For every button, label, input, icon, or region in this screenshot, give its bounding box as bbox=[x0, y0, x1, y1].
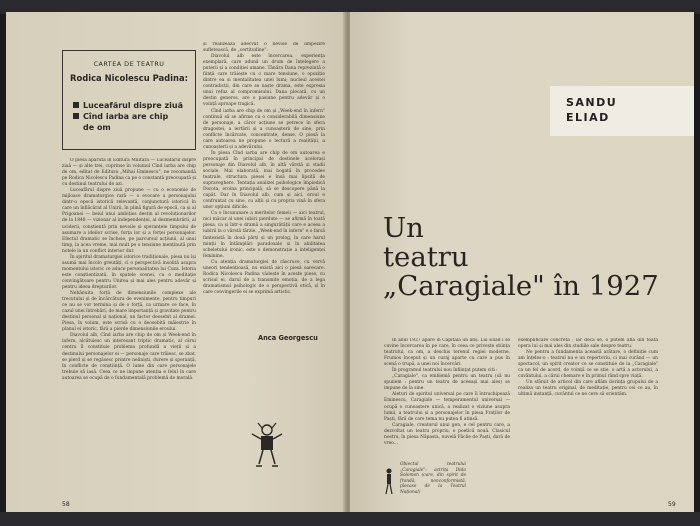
paragraph: exemplificare concretă ; iar decă se, o putem afla din toată opera lui și mai ales din studiile sale despre teatru. bbox=[518, 338, 658, 350]
article-title bbox=[383, 214, 683, 301]
photo-caption: Obiectul teatrului „Caragiale": actrița Dida Solomon (care, din spirit de frondă, nonconformistă, plecase de la Teatrul Național) bbox=[400, 462, 466, 495]
paragraph: Cu atenția dramaturgiei de răscruce, cu vervă uneori tendențioasă, nu există aici o piesă oarecare. Rodica Nicolescu Padina vădește în aceste piese, cu scrisul ei, darul de a transmite emoția, de a lega dramatismul psihologic de o perspectivă etică, și în care convingerile ei se exprimă artistic. bbox=[203, 259, 325, 295]
title-line-3: „Caragiale" în 1927 bbox=[383, 270, 659, 302]
page-number-right: 59 bbox=[668, 501, 676, 508]
reviewed-title-2: Cînd iarba are chip bbox=[73, 111, 193, 122]
paragraph: și realizează adecvat o nevoie de limpezire sufletească, de „certitudine". bbox=[203, 42, 325, 54]
square-bullet-icon bbox=[73, 113, 79, 119]
paragraph: Diavolul alb este încercarea, experiența exemplară, care adună un drum de înțelegere a puterii și a condiției umane. Tânăra Dana reprezintă o ființă care trăiește cu o mare tensiune, o opoziție dintre ea și mentalitatea unei lumi; nucleul acestei contradicții, din care se naște drama, este expresia unui refuz al compromisului. Dana plecată, cu un destin generos, are o pasiune pentru adevăr și o voință aproape tragică. bbox=[203, 54, 325, 108]
page-number-left: 58 bbox=[62, 501, 70, 508]
title-line-2: teatru bbox=[383, 241, 469, 273]
author-last-name: ELIAD bbox=[566, 111, 610, 124]
book-binding-bottom bbox=[0, 512, 700, 526]
small-figure-illustration bbox=[384, 467, 394, 495]
paragraph: Nebănuita forță de dimensiunile complexe ale trecutului și de încărcătura de evenimente, pentru timpuri ce nu se vor termina și de o forță, ca urmare ce face, în cazul unei întrebări, de mare importanță și gravitate pentru destinul personal și național, un factor deosebit al dramei. Piesa, în volum, este scrisă cu o deosebită măiestrie în planul ei istoric, fără a pierde dimensiunile eroului. bbox=[62, 291, 196, 333]
square-bullet-icon bbox=[73, 102, 79, 108]
author-first-name: SANDU bbox=[566, 96, 618, 109]
left-column-2 bbox=[203, 42, 325, 328]
article-author-band bbox=[550, 86, 694, 136]
right-column-2 bbox=[518, 338, 658, 486]
paragraph: În piesa Cînd iarba are chip de om autoarea e preocupată în principal de destinele acelorași personaje din Diavolul alb, în altă vârstă și stadii sociale. Mai elaborată, mai bogată în procedee teatrale, structura piesei e însă mai lipsită de supraveghere. Tentația analizei psihologice împiedică Dorota, eroina principală, să se descopere până la capăt. Dar în Diavolul alb, cum și aici, eroul e confruntat cu sine, cu alții și cu propria vină în sfera unor opțiuni dificile. bbox=[203, 150, 325, 211]
section-kicker: CARTEA DE TEATRU bbox=[93, 60, 165, 68]
paragraph: În programul teatrului nou înființat putem citi : bbox=[392, 368, 498, 374]
paragraph: „Caragiale", ca emblemă pentru un teatru (să nu spunem : pentru un teatru de aceeași mai ales) se impune de la sine. bbox=[384, 374, 510, 392]
paragraph: Caragiale, creatorul unui gen, e cel pentru care, a dezvoltat un teatru propriu, o poetică nouă. Clasicul nostru, în piesa Năpasta, nuvelă Făclie de Paști, dară de vreo... bbox=[384, 422, 510, 446]
paragraph: Cînd iarba are chip de om și „Week-end în infern" continuă să se afirme cu o considerabilă dimensiune de personaje, a căror acțiune se petrece în sfera dragostei, a iertării și a cunoașterii de sine, prin conflicte încărcate, concentrate, dense. O piesă la care autoarea ne propune o lectură a realității, a cunoașterii și a adevărului. bbox=[203, 108, 325, 150]
reviewed-title-1: Luceafărul dispre ziuă bbox=[73, 100, 193, 111]
title-line-1: Un bbox=[383, 212, 424, 244]
right-page bbox=[350, 12, 694, 512]
review-signature: Anca Georgescu bbox=[258, 334, 318, 342]
paragraph: Aleturi de spiritul universal pe care îl întruchipează Eminescu, Caragiale — temperamentul universal — ocupă o cunoaștere unică, a realizat o viziune asupra lumii, a teatrului și a personajelor în piesa Fraților de Paști, fără de care tema nu putea fi atinsă. bbox=[384, 392, 510, 422]
paragraph: În spiritul dramaturgiei istorice tradiționale, piesa nu își asumă mai încolo greutăți, ci o perspectivă insolită asupra momentului istoric ce aduce personalitatea lui Cuza. Istoria este conștientizată, în spatele scenei, cu o meditație convingătoare pentru Unirea și mai ales pentru adevăr și pentru ideea drepturilor. bbox=[62, 254, 196, 290]
reviewed-titles bbox=[73, 100, 193, 133]
left-column-1 bbox=[62, 158, 196, 493]
reviewed-author: Rodica Nicolescu Padina: bbox=[70, 73, 188, 83]
jester-illustration bbox=[250, 422, 284, 468]
paragraph: În anul 1927 apare în Capitală un afiș. Lui Eliad i se cuvine încercarea în pe care, în ceea ce privește știința teatrului, ca om, a deschis terenul regiei moderne. Frumos început și un curaj aparte cu care a pus în scenă o trupă, a unei noi încercări. bbox=[384, 338, 510, 368]
paragraph: O piesă apărută în Editura Militară — Luceafărul dispre ziuă — și alte trei, cuprinse în volumul Cînd iarba are chip de om, editat de Editura „Mihai Eminescu", ne recomandă pe Rodica Nicolescu Padina ca pe o constantă preocupată și cu destinul teatrului de azi. bbox=[62, 158, 196, 188]
paragraph: Un sfârșit de articol din care aflăm dorința grupului de a realiza un teatru original, de meditație, pentru cei ce au, în ultimă instanță, cuvântul ce ne cere să orientăm. bbox=[518, 380, 658, 398]
paragraph: Ca o încununare a meritelor femeii — aici teatrul, nici măcar al unei iubiri pierdute — se afirmă în toată piesa, ca și într-o dramă a singurătății care e aceea a iubirii la o vârstă târzie. „Week-end în infern" e o farsă fantezistă în două părți și un prolog, în care harul minții în întâmplări paradoxale și în abilitatea scheletului ironic, este o demonstrație a inteligenței feminine. bbox=[203, 211, 325, 259]
book-review-header-box bbox=[62, 50, 196, 150]
paragraph: Ne pentru a fundamenta această arătare, o definiție cum am înțeles-o : teatrul nu e un repertoriu, ci mai curând — un spectacol, un spirit creator ce se constituie de la „Caragiale" ca un fel de acord, de voință ce se știe, o artă a actorului, a cuvântului, a cărui chemare e în primul rând spre viață. bbox=[518, 350, 658, 380]
paragraph: Luceafărul dispre ziuă propune — cu o economie de mijloace dramaturgice rară — o evocare a personajului dintr-o epocă istorică relevantă, conjunctură istorică în care un înflăcărat al Unirii, în plină figură de epocă, ca și al Prigoanei — beiul unui ambițios destin al revoluționarilor de la 1848 — vizionar al independenței, al dezmembrării, al uciderii, conștientă prin nevoile și speranțele timpului de asumare a ideilor scrise, forța lor și a forței personajelor. Efectul dramatic se încheie, pe parcursul acțiunii, al unui timp, la acea vreme, mai mult pe o tensiune menținută prin notele la un conflict interior dur. bbox=[62, 188, 196, 254]
left-page bbox=[6, 12, 346, 512]
paragraph: Diavolul alb, Cînd iarba are chip de om și Week-end în infern, alcătuiesc un interesant triptic dramatic, al cărui centru îl constituie problema profundă a vieții și a destinului personajelor ei — personaje care trăiesc, se zbat, se pierd și se regăsesc printre neliniști, durere și speranță, în conflicte de conștiință. O lume din care personajele trebuie să iasă. Ceea ce ne impune atenția e felul în care autoarea se ocupă de o fundamentală problemă de morală. bbox=[62, 333, 196, 381]
right-column-1 bbox=[384, 338, 510, 458]
reviewed-title-3: de om bbox=[83, 123, 111, 132]
